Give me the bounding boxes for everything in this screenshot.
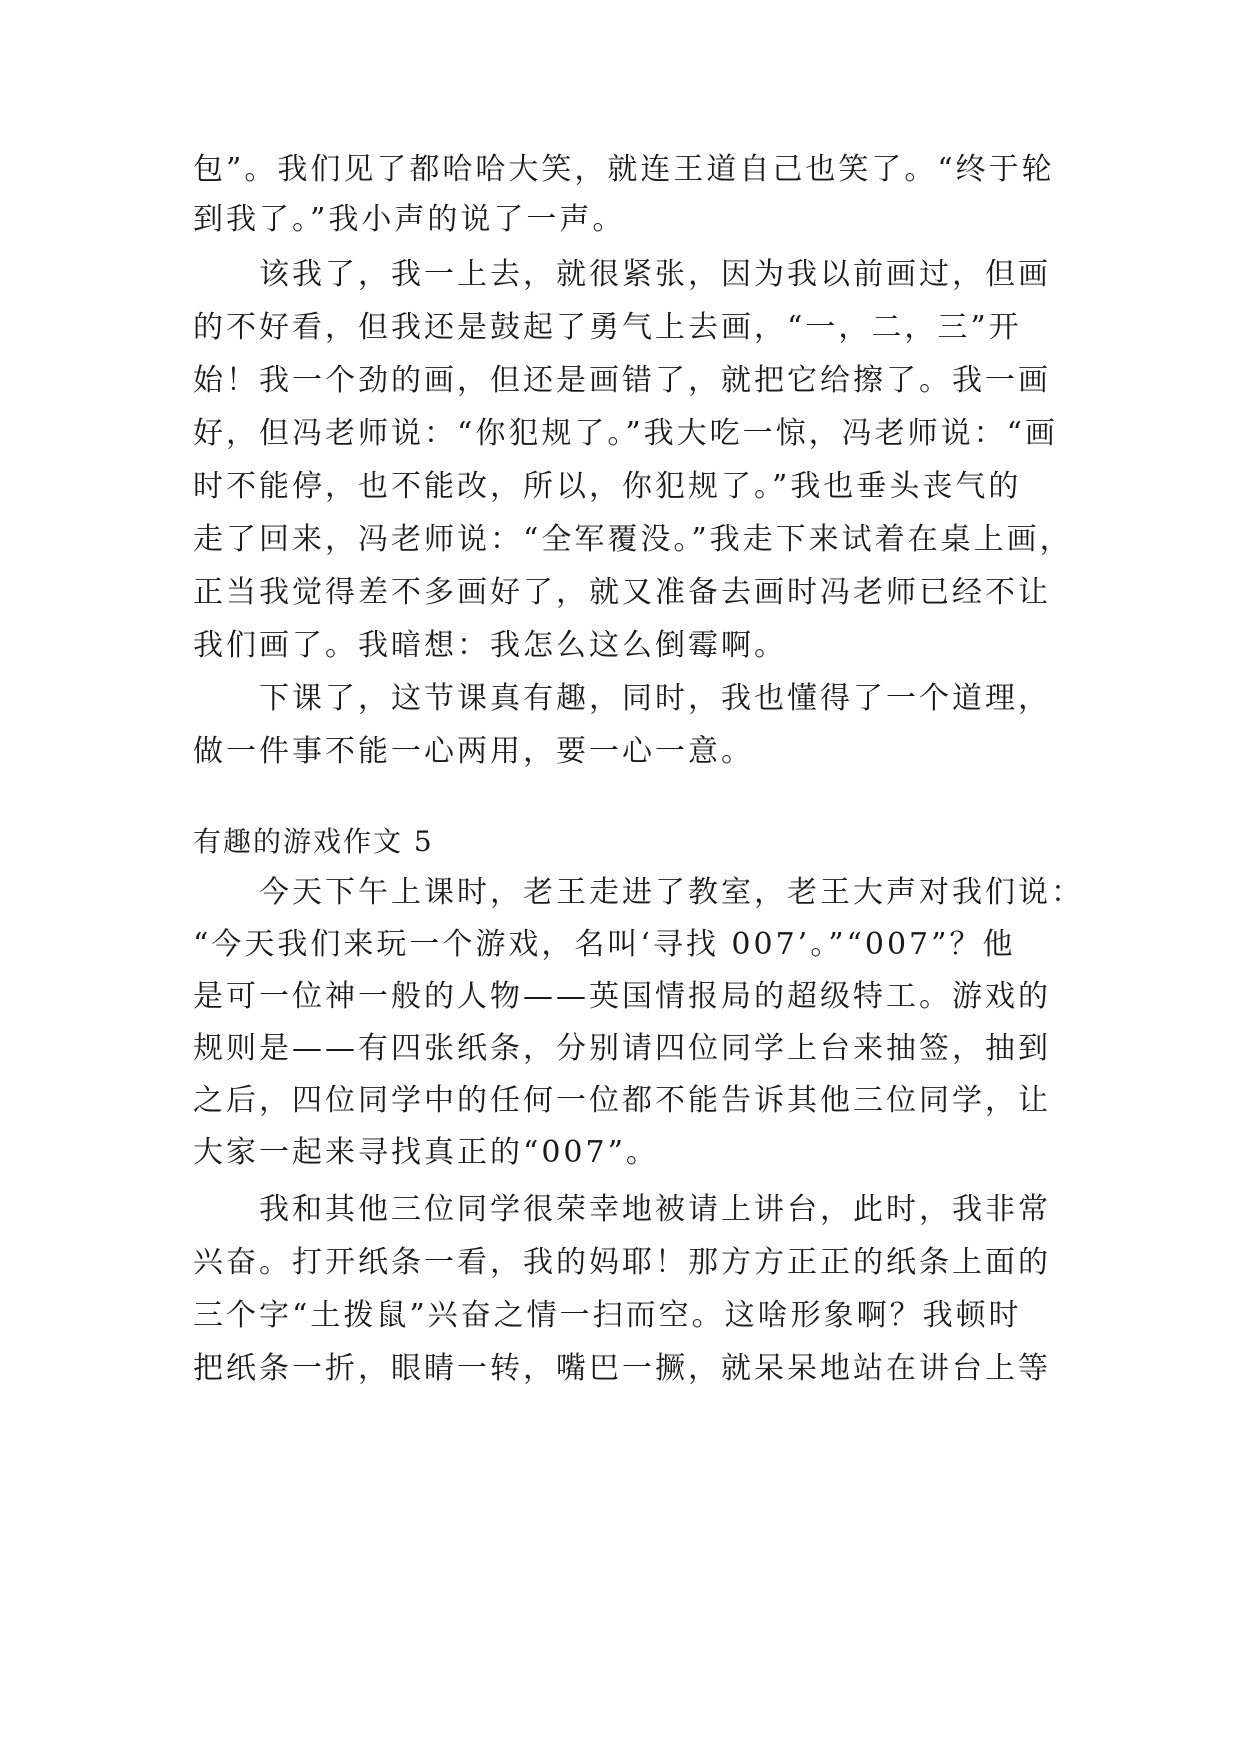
- paragraph-line: 的不好看，但我还是鼓起了勇气上去画，“一，二，三”开: [193, 310, 1022, 345]
- section-title: 有趣的游戏作文 5: [193, 825, 434, 858]
- paragraph-line: 正当我觉得差不多画好了，就又准备去画时冯老师已经不让: [193, 575, 1051, 610]
- paragraph-line: 该我了，我一上去，就很紧张，因为我以前画过，但画: [193, 257, 1051, 292]
- paragraph-line: 之后，四位同学中的任何一位都不能告诉其他三位同学，让: [193, 1083, 1051, 1118]
- paragraph-line: 是可一位神一般的人物——英国情报局的超级特工。游戏的: [193, 979, 1051, 1014]
- paragraph-line: “今天我们来玩一个游戏，名叫‘寻找 007’。”“007”？他: [193, 927, 1016, 962]
- paragraph-line: 始！我一个劲的画，但还是画错了，就把它给擦了。我一画: [193, 363, 1051, 398]
- paragraph-line: 规则是——有四张纸条，分别请四位同学上台来抽签，抽到: [193, 1031, 1051, 1066]
- paragraph-line: 今天下午上课时，老王走进了教室，老王大声对我们说：: [193, 875, 1084, 910]
- paragraph-line: 时不能停，也不能改，所以，你犯规了。”我也垂头丧气的: [193, 469, 1022, 504]
- paragraph-line: 走了回来，冯老师说：“全军覆没。”我走下来试着在桌上画，: [193, 522, 1073, 557]
- paragraph-line: 到我了。”我小声的说了一声。: [193, 202, 626, 237]
- paragraph-line: 大家一起来寻找真正的“007”。: [193, 1135, 659, 1170]
- paragraph-line: 做一件事不能一心两用，要一心一意。: [193, 734, 754, 769]
- paragraph-line: 三个字“土拨鼠”兴奋之情一扫而空。这啥形象啊？我顿时: [193, 1298, 1022, 1333]
- paragraph-line: 兴奋。打开纸条一看，我的妈耶！那方方正正的纸条上面的: [193, 1245, 1051, 1280]
- paragraph-line: 我们画了。我暗想：我怎么这么倒霉啊。: [193, 628, 787, 663]
- paragraph-line: 我和其他三位同学很荣幸地被请上讲台，此时，我非常: [193, 1192, 1051, 1227]
- paragraph-line: 下课了，这节课真有趣，同时，我也懂得了一个道理，: [193, 681, 1051, 716]
- paragraph-line: 把纸条一折，眼睛一转，嘴巴一撅，就呆呆地站在讲台上等: [193, 1351, 1051, 1386]
- paragraph-line: 好，但冯老师说：“你犯规了。”我大吃一惊，冯老师说：“画: [193, 416, 1059, 451]
- paragraph-line: 包”。我们见了都哈哈大笑，就连王道自己也笑了。“终于轮: [193, 152, 1055, 187]
